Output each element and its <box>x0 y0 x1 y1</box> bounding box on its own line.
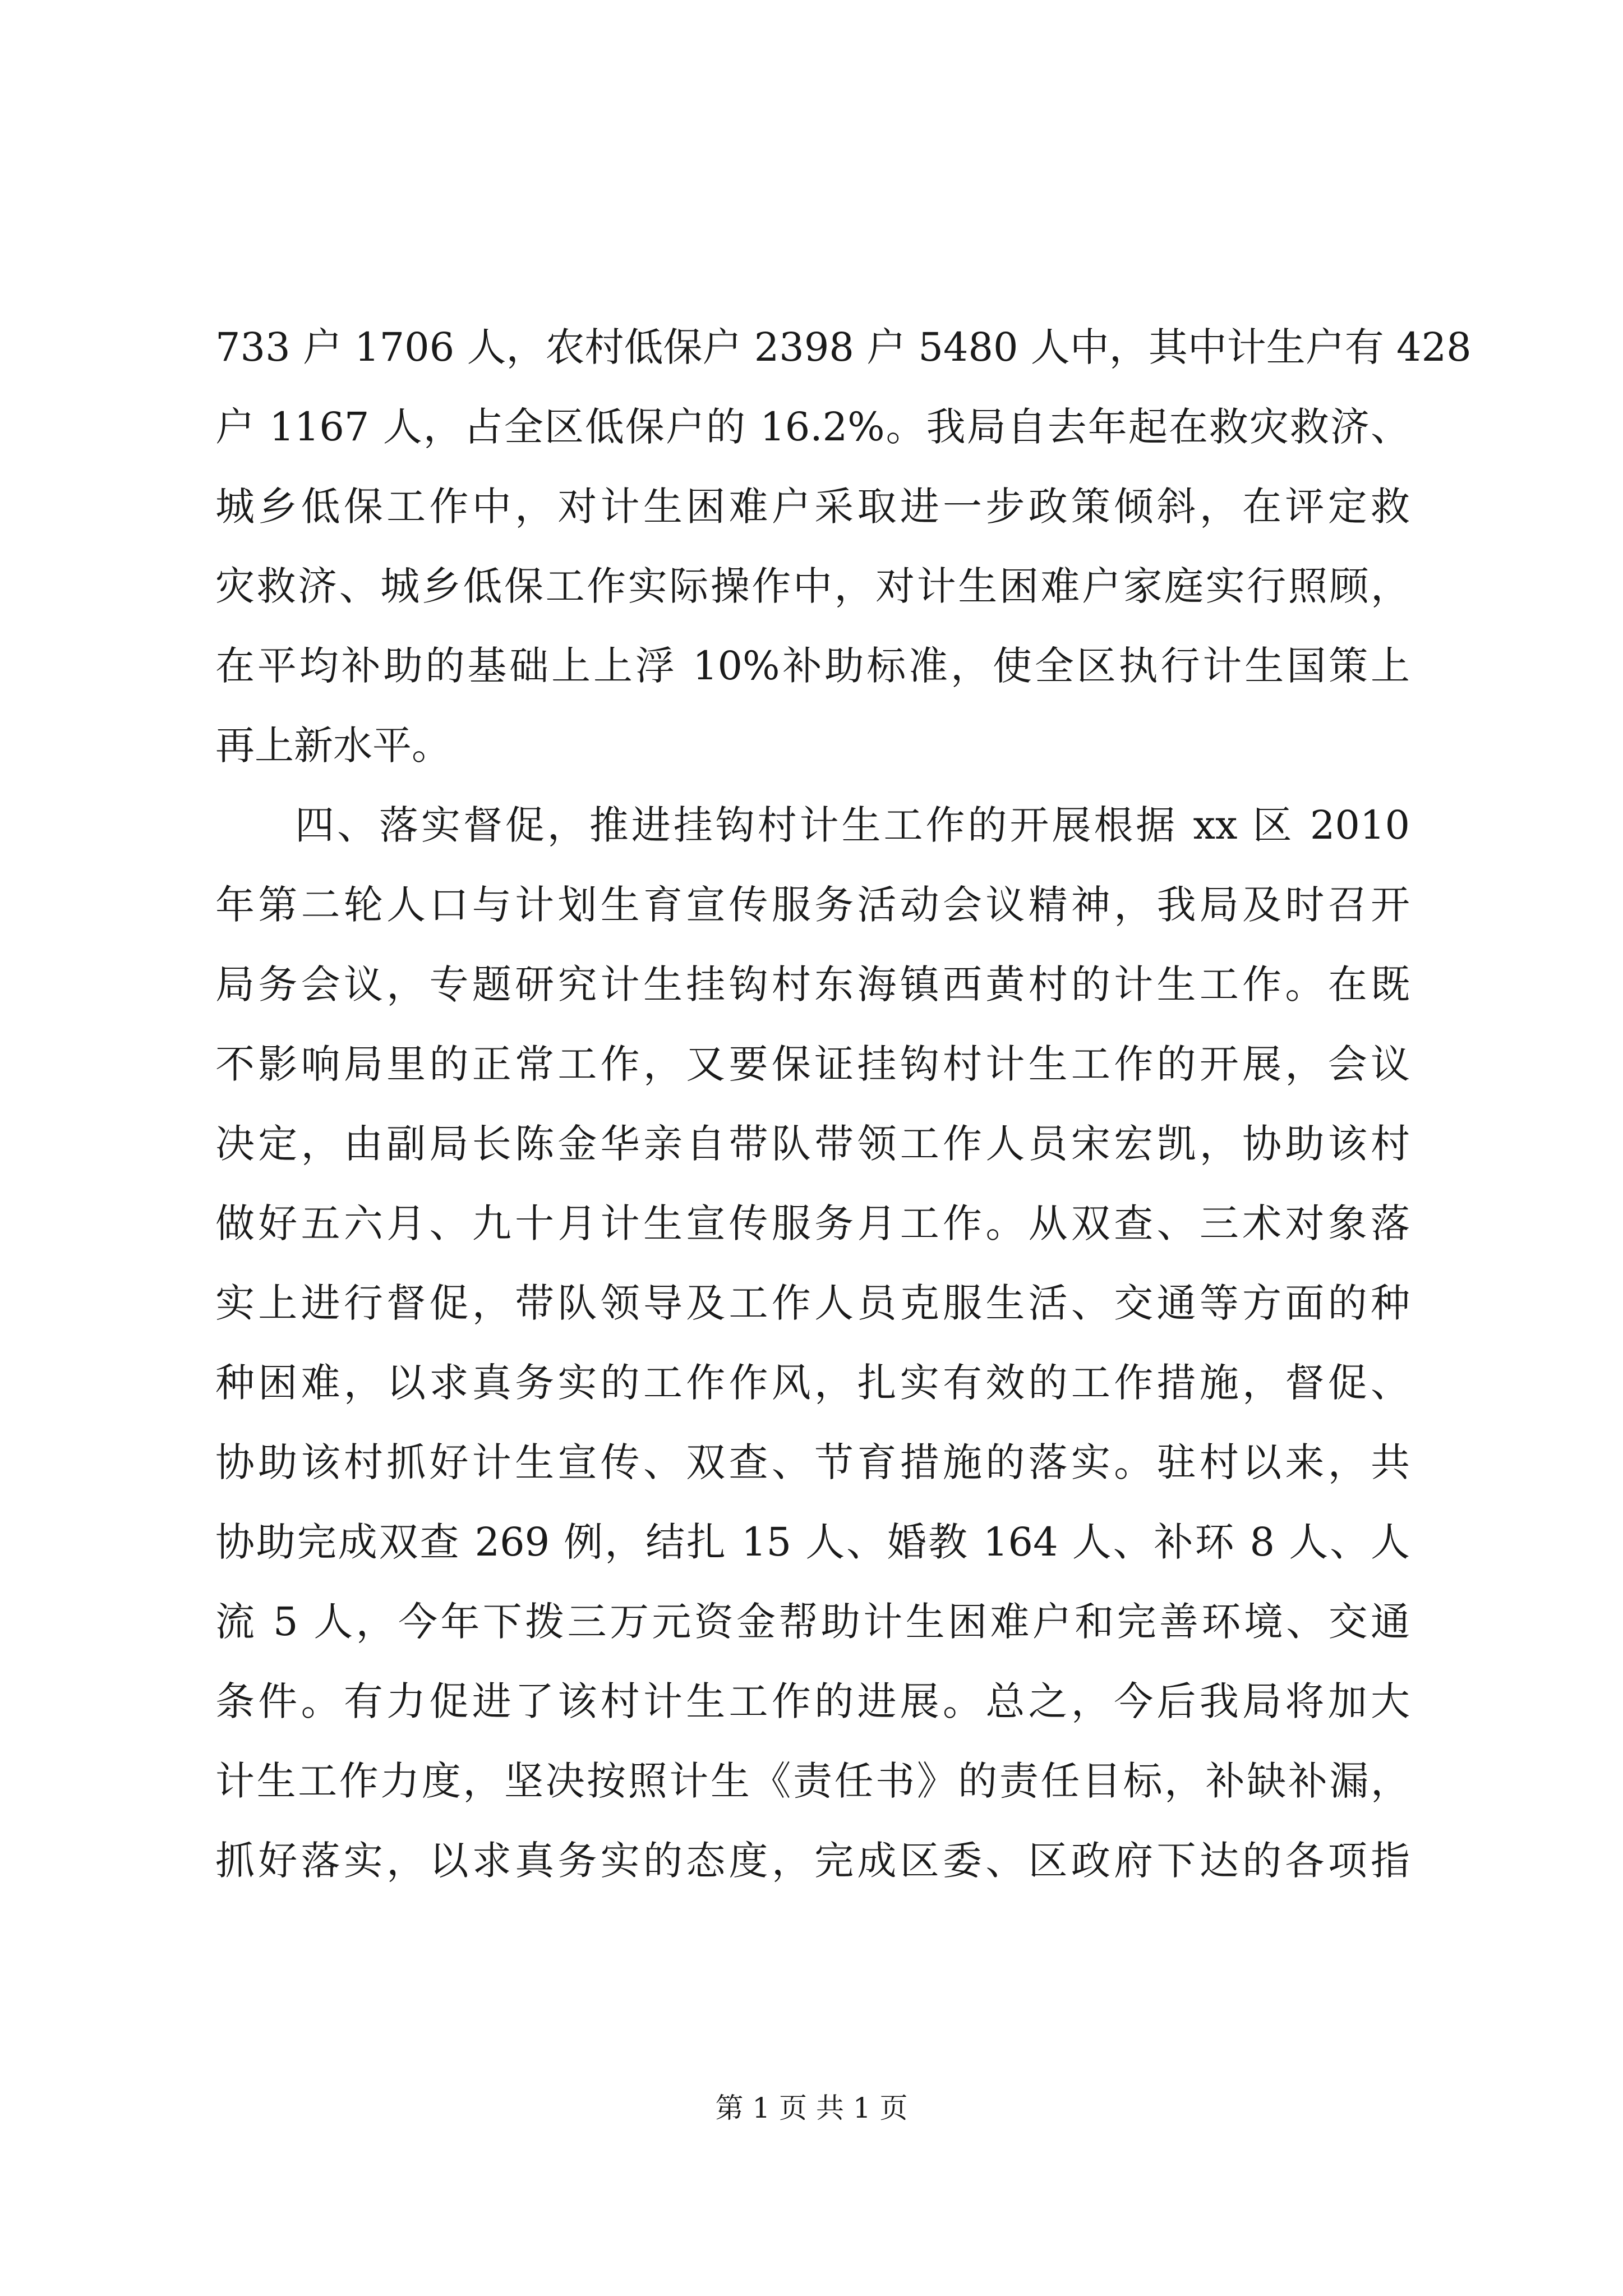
text-line: 户 1167 人，占全区低保户的 16.2%。我局自去年起在救灾救济、 <box>215 404 1410 450</box>
text-line: 条件。有力促进了该村计生工作的进展。总之，今后我局将加大 <box>215 1678 1410 1724</box>
document-body <box>215 307 1472 1901</box>
text-line: 年第二轮人口与计划生育宣传服务活动会议精神，我局及时召开 <box>215 882 1410 928</box>
text-line: 不影响局里的正常工作，又要保证挂钩村计生工作的开展，会议 <box>215 1041 1410 1087</box>
text-line: 做好五六月、九十月计生宣传服务月工作。从双查、三术对象落 <box>215 1200 1410 1246</box>
text-line: 抓好落实，以求真务实的态度，完成区委、区政府下达的各项指 <box>215 1838 1410 1884</box>
text-line: 再上新水平。 <box>215 723 451 769</box>
text-line: 流 5 人，今年下拨三万元资金帮助计生困难户和完善环境、交通 <box>215 1599 1410 1645</box>
text-line: 733 户 1706 人，农村低保户 2398 户 5480 人中，其中计生户有 428 <box>215 324 1472 370</box>
text-line: 四、落实督促，推进挂钩村计生工作的开展根据 xx 区 2010 <box>295 802 1410 848</box>
text-line: 局务会议，专题研究计生挂钩村东海镇西黄村的计生工作。在既 <box>215 961 1410 1007</box>
text-line: 决定，由副局长陈金华亲自带队带领工作人员宋宏凯，协助该村 <box>215 1121 1410 1167</box>
page-number-label: 第 1 页 共 1 页 <box>715 2092 908 2124</box>
text-line: 实上进行督促，带队领导及工作人员克服生活、交通等方面的种 <box>215 1280 1410 1326</box>
text-line: 计生工作力度，坚决按照计生《责任书》的责任目标，补缺补漏， <box>215 1758 1410 1804</box>
paragraph-2 <box>215 785 1410 1901</box>
paragraph-1 <box>215 307 1472 785</box>
text-line: 种困难，以求真务实的工作作风，扎实有效的工作措施，督促、 <box>215 1360 1410 1406</box>
text-line: 协助完成双查 269 例，结扎 15 人、婚教 164 人、补环 8 人、人 <box>215 1519 1410 1565</box>
text-line: 灾救济、城乡低保工作实际操作中，对计生困难户家庭实行照顾， <box>215 563 1410 609</box>
text-line: 城乡低保工作中，对计生困难户采取进一步政策倾斜，在评定救 <box>215 484 1410 530</box>
text-line: 在平均补助的基础上上浮 10%补助标准，使全区执行计生国策上 <box>215 643 1410 689</box>
text-line: 协助该村抓好计生宣传、双查、节育措施的落实。驻村以来，共 <box>215 1439 1410 1485</box>
page-footer <box>0 2091 1623 2125</box>
